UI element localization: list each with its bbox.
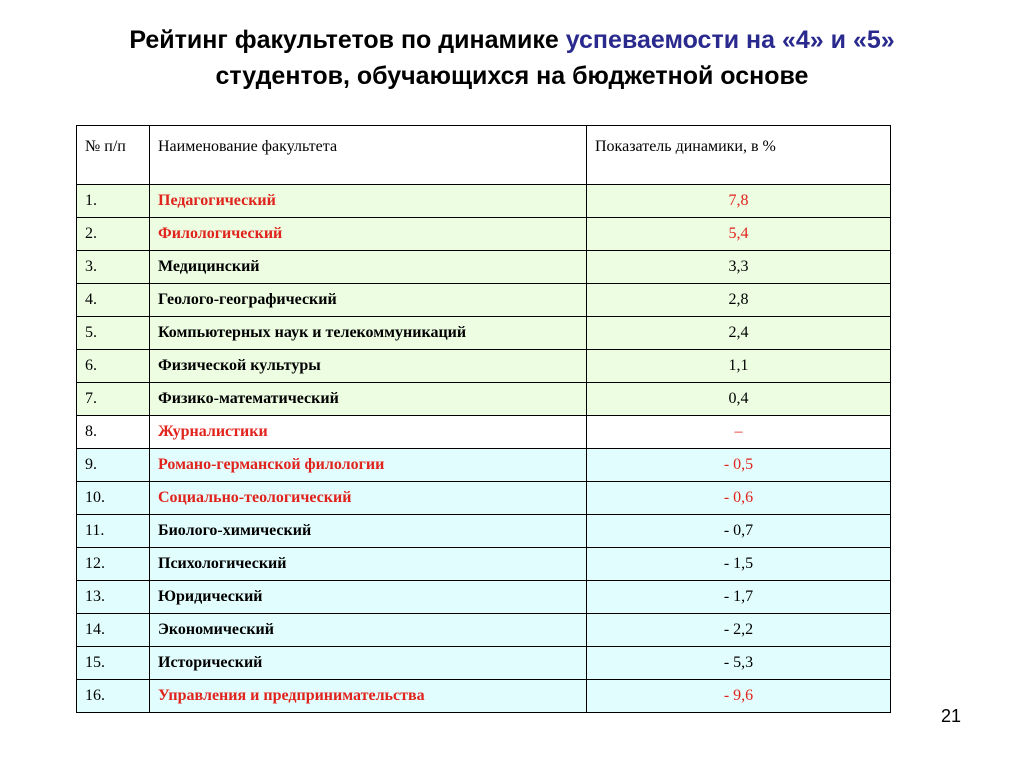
title-line-1	[0, 22, 1024, 58]
faculty-name: Компьютерных наук и телекоммуникаций	[150, 317, 587, 350]
dynamics-value: - 0,6	[587, 482, 891, 515]
faculty-name: Биолого-химический	[150, 515, 587, 548]
dynamics-value: 2,8	[587, 284, 891, 317]
faculty-name: Филологический	[150, 218, 587, 251]
faculty-name: Геолого-географический	[150, 284, 587, 317]
slide-title	[0, 22, 1024, 94]
table-row	[77, 416, 891, 449]
dynamics-value: - 5,3	[587, 647, 891, 680]
header-number: № п/п	[77, 126, 150, 185]
row-number: 8.	[77, 416, 150, 449]
title-text: Рейтинг факультетов по динамике	[129, 26, 566, 54]
faculty-name: Исторический	[150, 647, 587, 680]
row-number: 15.	[77, 647, 150, 680]
faculty-name: Романо-германской филологии	[150, 449, 587, 482]
row-number: 10.	[77, 482, 150, 515]
faculty-name: Медицинский	[150, 251, 587, 284]
table-row	[77, 647, 891, 680]
table-row	[77, 614, 891, 647]
row-number: 3.	[77, 251, 150, 284]
faculty-name: Социально-теологический	[150, 482, 587, 515]
faculty-name: Управления и предпринимательства	[150, 680, 587, 713]
dynamics-value: –	[587, 416, 891, 449]
row-number: 14.	[77, 614, 150, 647]
dynamics-value: - 9,6	[587, 680, 891, 713]
row-number: 4.	[77, 284, 150, 317]
dynamics-value: - 2,2	[587, 614, 891, 647]
faculty-name: Психологический	[150, 548, 587, 581]
dynamics-value: - 1,7	[587, 581, 891, 614]
row-number: 1.	[77, 185, 150, 218]
faculty-rating-table	[76, 125, 891, 713]
dynamics-value: 2,4	[587, 317, 891, 350]
dynamics-value: 5,4	[587, 218, 891, 251]
dynamics-value: - 1,5	[587, 548, 891, 581]
table-row	[77, 350, 891, 383]
row-number: 2.	[77, 218, 150, 251]
table-row	[77, 449, 891, 482]
row-number: 7.	[77, 383, 150, 416]
faculty-name: Физико-математический	[150, 383, 587, 416]
row-number: 9.	[77, 449, 150, 482]
table-row	[77, 284, 891, 317]
dynamics-value: 1,1	[587, 350, 891, 383]
table-row	[77, 482, 891, 515]
dynamics-value: 7,8	[587, 185, 891, 218]
row-number: 5.	[77, 317, 150, 350]
table-row	[77, 317, 891, 350]
table-row	[77, 383, 891, 416]
table-row	[77, 251, 891, 284]
faculty-name: Экономический	[150, 614, 587, 647]
title-line-2: студентов, обучающихся на бюджетной основе	[215, 62, 809, 90]
row-number: 6.	[77, 350, 150, 383]
faculty-name: Педагогический	[150, 185, 587, 218]
dynamics-value: - 0,7	[587, 515, 891, 548]
table-row	[77, 581, 891, 614]
table-row	[77, 680, 891, 713]
faculty-name: Юридический	[150, 581, 587, 614]
table-row	[77, 548, 891, 581]
dynamics-value: 3,3	[587, 251, 891, 284]
table-header-row	[77, 126, 891, 185]
row-number: 11.	[77, 515, 150, 548]
header-faculty-name: Наименование факультета	[150, 126, 587, 185]
row-number: 16.	[77, 680, 150, 713]
table-row	[77, 185, 891, 218]
dynamics-value: - 0,5	[587, 449, 891, 482]
title-highlight: успеваемости на «4» и «5»	[565, 26, 895, 54]
dynamics-value: 0,4	[587, 383, 891, 416]
header-dynamics: Показатель динамики, в %	[587, 126, 891, 185]
row-number: 13.	[77, 581, 150, 614]
row-number: 12.	[77, 548, 150, 581]
faculty-name: Журналистики	[150, 416, 587, 449]
table-row	[77, 218, 891, 251]
table-row	[77, 515, 891, 548]
page-number: 21	[941, 706, 962, 726]
faculty-name: Физической культуры	[150, 350, 587, 383]
